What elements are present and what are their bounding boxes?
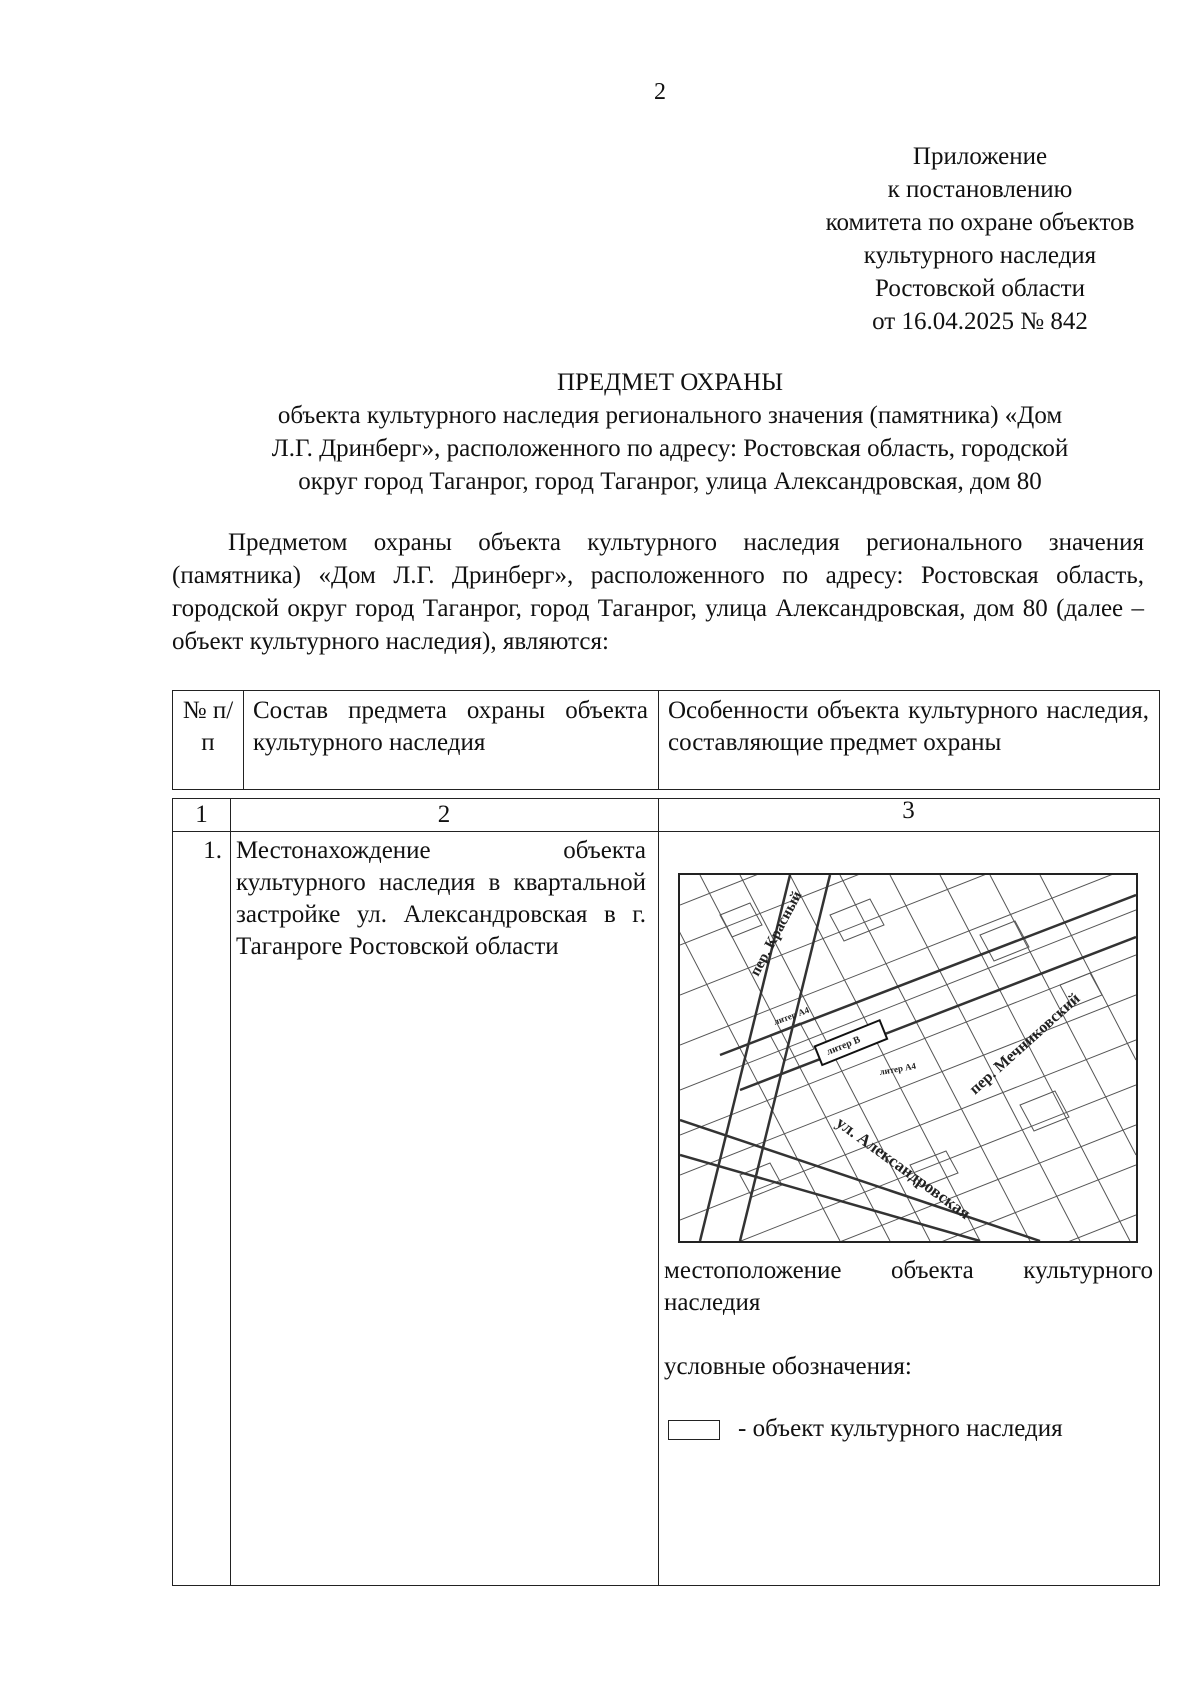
- map-label-liter-v: литер В: [825, 1034, 863, 1058]
- protection-table: [172, 798, 1160, 1586]
- legend-row: [668, 1413, 1153, 1445]
- intro-paragraph: Предметом охраны объекта культурного наследия регионального значения (памятника) «Дом Л.Г. Дринберг», расположенного по адресу: Ростовская область, городской округ город Таганрог, город Таганрог, улица Александровская, дом 80 (далее – объект культурного наследия), являются:: [172, 529, 1144, 655]
- map-label-liter-a4-b: литер А4: [878, 1060, 917, 1077]
- appendix-line: комитета по охране объектов: [825, 209, 1135, 236]
- header-table: [172, 690, 1160, 790]
- appendix-line: Приложение: [912, 143, 1048, 170]
- header-col-features: Особенности объекта культурного наследия, составляющие предмет охраны: [668, 697, 1149, 756]
- column-number-3: 3: [902, 797, 915, 824]
- appendix-line: Ростовской области: [875, 275, 1085, 302]
- map-label-aleksandrovskaya: ул. Александровская: [832, 1112, 975, 1223]
- row-composition: Местонахождение объекта культурного наследия в квартальной застройке ул. Александровская в г. Таганроге Ростовской области: [236, 837, 646, 960]
- row-number: 1.: [203, 837, 222, 864]
- title-line: округ город Таганрог, город Таганрог, улица Александровская, дом 80: [298, 468, 1042, 495]
- location-map-drawing: [680, 875, 1136, 1241]
- map-caption: местоположение объекта культурного наследия: [664, 1257, 1153, 1316]
- document-title: [190, 366, 1150, 498]
- map-label-mechnikovsky: пер. Мечниковский: [966, 989, 1084, 1098]
- appendix-line: к постановлению: [887, 176, 1073, 203]
- column-number-1: 1: [195, 801, 208, 828]
- appendix-line: культурного наследия: [863, 242, 1097, 269]
- appendix-block: [760, 140, 1200, 338]
- row-features: [658, 831, 1159, 1585]
- title-heading: ПРЕДМЕТ ОХРАНЫ: [556, 369, 784, 396]
- legend-item-text: - объект культурного наследия: [738, 1415, 1063, 1442]
- title-line: объекта культурного наследия регионального значения (памятника) «Дом: [277, 402, 1063, 429]
- header-col-composition: Состав предмета охраны объекта культурного наследия: [253, 697, 648, 756]
- title-line: Л.Г. Дринберг», расположенного по адресу: Ростовская область, городской: [271, 435, 1069, 462]
- appendix-line: от 16.04.2025 № 842: [872, 308, 1088, 335]
- column-number-2: 2: [437, 801, 451, 828]
- location-map: [678, 873, 1138, 1243]
- heritage-object-legend-icon: [668, 1420, 720, 1440]
- header-col-number: № п/п: [182, 697, 234, 756]
- map-label-krasny: пер. Красный: [747, 888, 806, 979]
- page-number: 2: [654, 79, 666, 105]
- map-label-liter-a4: литер А4: [772, 1004, 811, 1027]
- legend-title: условные обозначения:: [664, 1353, 912, 1380]
